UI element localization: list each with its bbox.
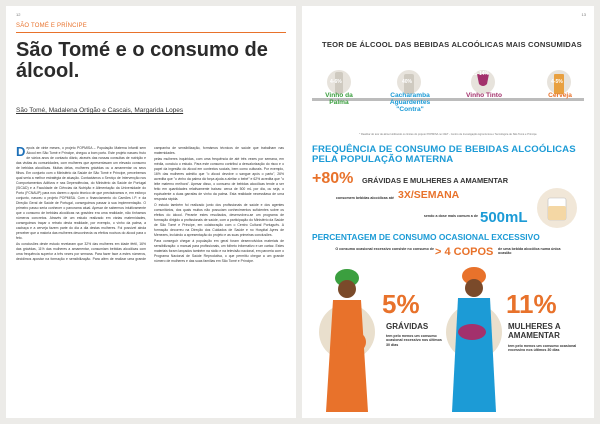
occasional-after: de uma bebida alcoólica numa única ocasião	[498, 247, 561, 256]
section-label: SÃO TOMÉ E PRÍNCIPE	[16, 23, 87, 29]
beverage-name: Cacharamba Aguardentes "Contra"	[389, 92, 431, 113]
cup-icon	[530, 186, 584, 230]
occasional-intro: O consumo ocasional excessivo consiste no consumo de	[335, 247, 434, 251]
frequency-side: sendo a dose mais comum a de	[423, 214, 478, 218]
page-number-right: 13	[581, 12, 586, 17]
frequency-heading: FREQUÊNCIA DE CONSUMO DE BEBIDAS ALCOÓLICAS PELA POPULAÇÃO MATERNA	[312, 144, 576, 165]
infographic-title: TEOR DE ÁLCOOL DAS BEBIDAS ALCOÓLICAS MAIS CONSUMIDAS	[322, 40, 582, 49]
occasional-heading: PERCENTAGEM DE CONSUMO OCASIONAL EXCESSIVO	[312, 232, 540, 242]
frequency-who: GRÁVIDAS E MULHERES A AMAMENTAR	[362, 176, 509, 185]
body-paragraph: O estudo também foi realizado junto dos profissionais de saúde e dos agentes comunitários, dos quais muitos não possuíam conhecimentos suficientes sobre os efeitos do álcool. Perante estes resultados, desenvolveu-se um programa de formação dirigido a profissionais de saúde, com a participação do Ministério da Saúde de São Tomé e Príncipe, em colaboração com o Centro Cultural Português. A formação decorreu na Direção dos Cuidados de Saúde e no Hospital Ayres de Menezes, incluindo a apresentação do projeto e as suas primeiras conclusões.	[154, 203, 284, 237]
beverage-percent: 4-6%	[330, 79, 342, 85]
body-paragraph: pelas mulheres inquiridas, com uma frequência de até três vezes por semana, em média, concluiu o estudo. Para este consumo contribui a desvalorização do risco e o papel da ingestão do álcool em contextos sociais, bem como culturais. Por exemplo, 16% das mulheres admitiu que "o álcool devolve o sangue após o parto", 26% acredita que "o vinho da palma dá força ajuda a aleitar o bebé" e 62% acredita que "o leite materno melhora". Apesar disso, o consumo de bebidas alcoólicas tende a ser feito em quantidades relativamente baixas: cerca de 500 mL por dia, ou seja, o equivalente a duas garrafas de vinho da palma. Esta realidade necessitava de uma resposta rápida.	[154, 157, 284, 201]
stat-breastfeeding-label: MULHERES A AMAMENTAR	[508, 322, 561, 340]
frequency-value: 3X/SEMANA	[398, 189, 460, 201]
section-divider	[16, 32, 286, 33]
authors-link[interactable]: São Tomé, Madalena Ortigão e Cascais, Margarida Lopes	[16, 107, 184, 114]
footnote: * Realizar do teor de álcool utilizando os limites do projeto POPMISA no CIET - Centro de Investigação Agronómica e Tecnológica de São Tomé e Príncipe	[359, 133, 537, 136]
beverage-name: Vinho Tinto	[465, 92, 503, 99]
occasional-copos: > 4 COPOS	[435, 246, 494, 258]
right-page	[302, 6, 594, 418]
left-page	[6, 6, 296, 418]
article-body	[16, 146, 284, 408]
beverage-name: Cerveja	[548, 92, 572, 99]
beverage-percent: 4-5%	[551, 79, 563, 85]
pregnant-woman-icon	[316, 262, 378, 412]
stat-pregnant-pct: 5%	[382, 289, 420, 319]
breastfeeding-woman-icon	[444, 262, 504, 412]
dose-value: 500mL	[480, 209, 528, 226]
stat-breastfeeding-pct: 11%	[506, 289, 557, 319]
stat-pregnant-label: GRÁVIDAS	[386, 322, 429, 331]
beverage-percent: 40%	[402, 79, 413, 85]
stat-breastfeeding-sub: tem pelo menos um consumo ocasional excessivo nos últimos 30 dias	[508, 344, 577, 353]
frequency-sub: consomem bebidas alcoólicas até	[335, 196, 394, 200]
body-paragraph: Para conseguir chegar à população em geral foram desenvolvidos materiais de sensibilização: o manual para profissionais, um folheto informativo e um cartaz. Estes materiais foram lançados também na rádio e na televisão nacional, em parceria com o Programa Nacional de Saúde Reprodutiva, o que permitiu chegar a um grande número de mulheres e das suas famílias em São Tomé e Príncipe.	[154, 239, 284, 263]
page-number-left: 12	[16, 12, 21, 17]
body-paragraph: epois de vinte meses, o projeto POPMISA – População Materna Infantil sem Álcool em São Tomé e Príncipe, chegou a bom porto. Este projeto nasceu fruto de vários anos de contacto diário, através das nossas consultas de nutrição e das visitas às comunidades, com mulheres que apresentavam um elevado consumo de bebidas alcoólicas. Muitas delas, mulheres grávidas ou a amamentar os seus filhos. Em conjunto com o Ministério da Saúde de São Tomé e Príncipe, percebemos qual seria a melhor estratégia de atuação. Contactámos o Serviço de Intervenção nos Comportamentos Aditivos e nas Dependências, do Ministério da Saúde de Portugal (SICAD) e a Faculdade de Ciências da Nutrição e Alimentação da Universidade do Porto (FCNAUP) para nos darem o apoio técnico de que precisávamos e, em esforço conjunto, nasceu o projeto POPMISA. Com o financiamento do Camões I.P. e da Direção Geral de Saúde de Portugal, conseguimos passar à sua implementação. O primeiro passo seria conhecer o panorama atual. Apesar de sabermos intuitivamente que o consumo de bebidas alcoólicas na gravidez era uma realidade, não tínhamos números concretos. Através de um estudo realizado em várias maternidades, conseguimos traçar o retrato desta realidade, por exemplo, o vinho da palma, a cachaça e a cerveja fazem parte do dia a dia destas mulheres. Foi possível ainda perceber que a maioria das mulheres desconhecia os efeitos nocivos do álcool para o feto.	[16, 146, 146, 240]
beverage-name: Vinho da Palma	[325, 92, 353, 106]
dropcap: D	[16, 146, 26, 159]
beverage-percent: 11-14%	[472, 71, 489, 77]
article-title: São Tomé e o consumo de álcool.	[16, 39, 268, 82]
body-paragraph: As conclusões deste estudo revelaram que 32% das mulheres em idade fértil, 16% das grávidas, 11% das mulheres a amamentar, consumiam bebidas alcoólicas com uma frequência superior a três vezes por semana. Para fazer face a estes números, decidimos apostar na formação e sensibilização. Para além de realizar uma grande campanha de sensibilização, formámos técnicos de saúde que trabalham nas maternidades.	[16, 146, 284, 261]
stat-pregnant-sub: tem pelo menos um consumo ocasional excessivo nos últimos 30 dias	[386, 334, 442, 347]
frequency-percent: +80%	[312, 170, 354, 187]
